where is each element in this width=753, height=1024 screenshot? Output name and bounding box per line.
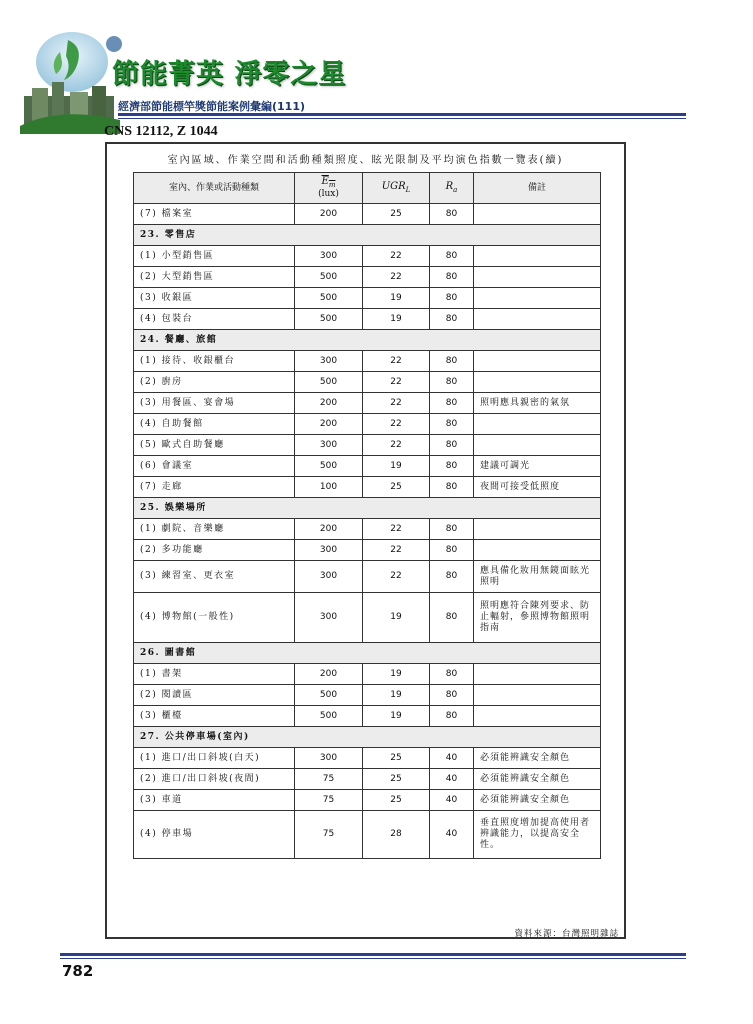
ugr-cell: 22 (363, 372, 430, 393)
ra-cell: 40 (430, 811, 474, 859)
em-cell: 500 (295, 456, 363, 477)
note-cell (474, 685, 601, 706)
source-note: 資料來源：台灣照明雜誌 (514, 929, 619, 939)
note-cell: 必須能辨識安全顏色 (474, 748, 601, 769)
section-row (134, 727, 601, 748)
em-cell: 300 (295, 540, 363, 561)
section-row (134, 225, 601, 246)
ra-cell: 80 (430, 309, 474, 330)
em-cell: 200 (295, 414, 363, 435)
header-ra: $R_a$ (430, 173, 474, 204)
footer-rule-thin (60, 958, 686, 959)
ugr-cell: 19 (363, 706, 430, 727)
ugr-cell: 22 (363, 435, 430, 456)
table-row (134, 351, 601, 372)
note-cell (474, 351, 601, 372)
ra-cell: 80 (430, 561, 474, 593)
note-cell (474, 435, 601, 456)
table-row (134, 393, 601, 414)
standard-code: CNS 12112, Z 1044 (104, 124, 218, 139)
table-row (134, 593, 601, 643)
header-area: 室內、作業或活動種類 (134, 173, 295, 204)
ra-cell: 80 (430, 685, 474, 706)
area-cell: (2) 多功能廳 (134, 540, 295, 561)
area-cell: (1) 書架 (134, 664, 295, 685)
note-cell (474, 706, 601, 727)
ugr-cell: 25 (363, 790, 430, 811)
em-cell: 500 (295, 288, 363, 309)
em-cell: 200 (295, 393, 363, 414)
area-cell: (3) 櫃檯 (134, 706, 295, 727)
ugr-cell: 19 (363, 456, 430, 477)
ra-cell: 80 (430, 456, 474, 477)
table-row (134, 246, 601, 267)
ugr-cell: 22 (363, 267, 430, 288)
header-ugr: $UGR_L$ (363, 173, 430, 204)
area-cell: (6) 會議室 (134, 456, 295, 477)
table-row (134, 540, 601, 561)
em-cell: 300 (295, 351, 363, 372)
table-row (134, 267, 601, 288)
ugr-cell: 25 (363, 769, 430, 790)
ugr-cell: 25 (363, 748, 430, 769)
table-row (134, 664, 601, 685)
table-row (134, 790, 601, 811)
em-cell: 500 (295, 372, 363, 393)
brand-subtitle: 經濟部節能標竿獎節能案例彙編(111) (118, 100, 306, 113)
table-row (134, 519, 601, 540)
area-cell: (3) 車道 (134, 790, 295, 811)
area-cell: (4) 自助餐館 (134, 414, 295, 435)
header-rule (118, 113, 686, 116)
note-cell (474, 267, 601, 288)
note-cell (474, 372, 601, 393)
note-cell (474, 309, 601, 330)
ra-cell: 80 (430, 519, 474, 540)
note-cell: 必須能辨識安全顏色 (474, 790, 601, 811)
table-row (134, 309, 601, 330)
table-row (134, 435, 601, 456)
ugr-cell: 19 (363, 309, 430, 330)
ra-cell: 80 (430, 414, 474, 435)
area-cell: (2) 閱讀區 (134, 685, 295, 706)
section-label: 26. 圖書館 (134, 643, 601, 664)
ra-cell: 80 (430, 204, 474, 225)
ra-cell: 80 (430, 593, 474, 643)
table-row (134, 456, 601, 477)
em-cell: 100 (295, 477, 363, 498)
em-cell: 300 (295, 748, 363, 769)
em-cell: 300 (295, 246, 363, 267)
ra-cell: 80 (430, 246, 474, 267)
note-cell (474, 246, 601, 267)
area-cell: (4) 停車場 (134, 811, 295, 859)
note-cell: 建議可調光 (474, 456, 601, 477)
ugr-cell: 25 (363, 477, 430, 498)
table-body (134, 204, 601, 859)
section-label: 25. 娛樂場所 (134, 498, 601, 519)
ra-cell: 80 (430, 664, 474, 685)
note-cell (474, 288, 601, 309)
table-row (134, 477, 601, 498)
header-note: 備註 (474, 173, 601, 204)
em-cell: 200 (295, 204, 363, 225)
table-title: 室內區域、作業空間和活動種類照度、眩光限制及平均演色指數一覽表(續) (167, 155, 564, 166)
em-cell: 500 (295, 685, 363, 706)
ugr-cell: 22 (363, 393, 430, 414)
header-rule-thin (118, 118, 686, 119)
em-cell: 500 (295, 309, 363, 330)
table-row (134, 561, 601, 593)
em-cell: 200 (295, 519, 363, 540)
ra-cell: 80 (430, 393, 474, 414)
area-cell: (3) 用餐區、宴會場 (134, 393, 295, 414)
page-number: 782 (62, 962, 94, 980)
area-cell: (3) 收銀區 (134, 288, 295, 309)
ugr-cell: 22 (363, 414, 430, 435)
note-cell: 垂直照度增加提高使用者辨識能力，以提高安全性。 (474, 811, 601, 859)
em-cell: 200 (295, 664, 363, 685)
footer-rule (60, 953, 686, 956)
ra-cell: 80 (430, 372, 474, 393)
note-cell (474, 540, 601, 561)
table-header-row (134, 173, 601, 204)
note-cell: 應具備化妝用無鏡面眩光照明 (474, 561, 601, 593)
table-row (134, 414, 601, 435)
em-cell: 500 (295, 267, 363, 288)
illuminance-table (133, 172, 601, 859)
em-cell: 75 (295, 811, 363, 859)
ra-cell: 80 (430, 706, 474, 727)
em-cell: 75 (295, 790, 363, 811)
ugr-cell: 22 (363, 540, 430, 561)
table-row (134, 288, 601, 309)
section-label: 24. 餐廳、旅館 (134, 330, 601, 351)
table-row (134, 685, 601, 706)
ugr-cell: 19 (363, 664, 430, 685)
section-label: 23. 零售店 (134, 225, 601, 246)
ra-cell: 80 (430, 477, 474, 498)
ra-cell: 80 (430, 435, 474, 456)
em-cell: 75 (295, 769, 363, 790)
table-row (134, 748, 601, 769)
ra-cell: 40 (430, 748, 474, 769)
area-cell: (1) 進口/出口斜坡(白天) (134, 748, 295, 769)
table-row (134, 204, 601, 225)
note-cell (474, 204, 601, 225)
ugr-cell: 22 (363, 561, 430, 593)
ugr-cell: 19 (363, 593, 430, 643)
table-row (134, 769, 601, 790)
ra-cell: 40 (430, 790, 474, 811)
area-cell: (1) 接待、收銀櫃台 (134, 351, 295, 372)
note-cell (474, 519, 601, 540)
ra-cell: 80 (430, 267, 474, 288)
ugr-cell: 19 (363, 685, 430, 706)
table-row (134, 372, 601, 393)
em-cell: 300 (295, 561, 363, 593)
ugr-cell: 22 (363, 351, 430, 372)
table-row (134, 706, 601, 727)
header-em: $E_m$ (lux) (295, 173, 363, 204)
area-cell: (2) 大型銷售區 (134, 267, 295, 288)
section-row (134, 643, 601, 664)
ra-cell: 80 (430, 540, 474, 561)
note-cell: 照明應符合陳列要求、防止輻射，參照博物館照明指南 (474, 593, 601, 643)
note-cell (474, 414, 601, 435)
area-cell: (1) 劇院、音樂廳 (134, 519, 295, 540)
area-cell: (5) 歐式自助餐廳 (134, 435, 295, 456)
area-cell: (2) 進口/出口斜坡(夜間) (134, 769, 295, 790)
section-row (134, 330, 601, 351)
ugr-cell: 22 (363, 519, 430, 540)
ugr-cell: 22 (363, 246, 430, 267)
note-cell: 照明應具親密的氣氛 (474, 393, 601, 414)
ugr-cell: 19 (363, 288, 430, 309)
area-cell: (2) 廚房 (134, 372, 295, 393)
area-cell: (3) 練習室、更衣室 (134, 561, 295, 593)
section-label: 27. 公共停車場(室內) (134, 727, 601, 748)
table-row (134, 811, 601, 859)
area-cell: (1) 小型銷售區 (134, 246, 295, 267)
area-cell: (4) 博物館(一般性) (134, 593, 295, 643)
ra-cell: 80 (430, 351, 474, 372)
section-row (134, 498, 601, 519)
note-cell (474, 664, 601, 685)
ra-cell: 40 (430, 769, 474, 790)
page-header (0, 0, 753, 130)
brand-title: 節能菁英 淨零之星 (112, 59, 347, 90)
ugr-cell: 28 (363, 811, 430, 859)
area-cell: (4) 包裝台 (134, 309, 295, 330)
em-cell: 300 (295, 435, 363, 456)
em-cell: 500 (295, 706, 363, 727)
area-cell: (7) 檔案室 (134, 204, 295, 225)
note-cell: 必須能辨識安全顏色 (474, 769, 601, 790)
em-cell: 300 (295, 593, 363, 643)
note-cell: 夜間可接受低照度 (474, 477, 601, 498)
area-cell: (7) 走廊 (134, 477, 295, 498)
ugr-cell: 25 (363, 204, 430, 225)
ra-cell: 80 (430, 288, 474, 309)
